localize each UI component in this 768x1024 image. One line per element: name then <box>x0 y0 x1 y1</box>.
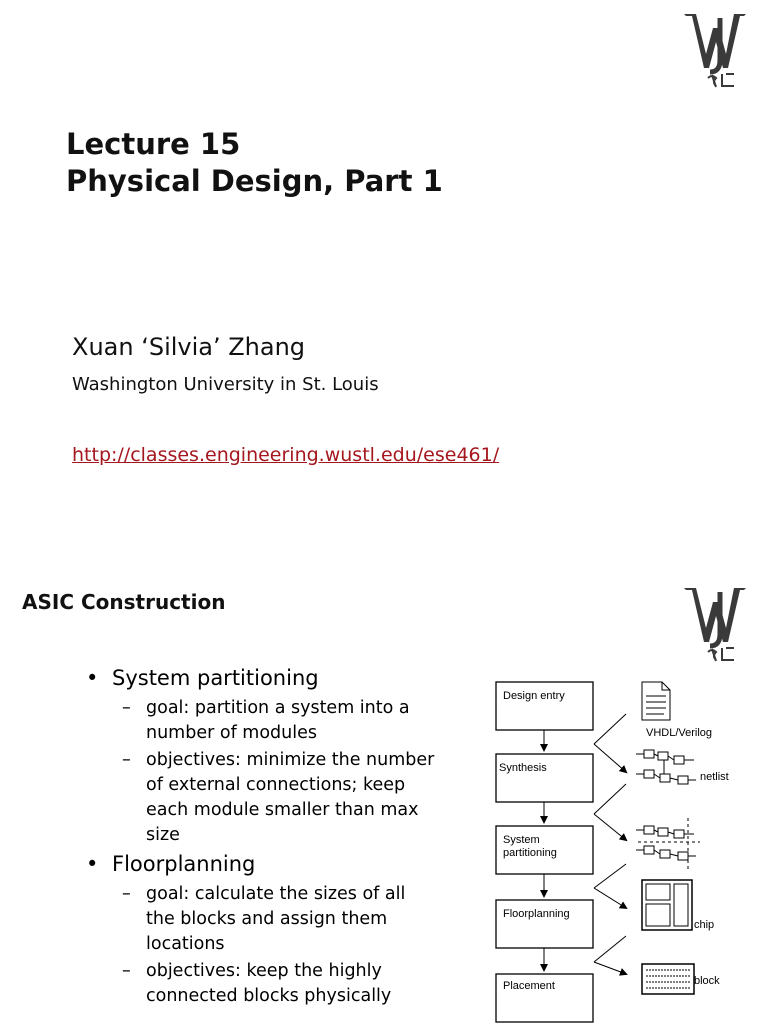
step-label: System <box>503 834 540 846</box>
author-name: Xuan ‘Silvia’ Zhang <box>72 333 306 361</box>
wustl-logo-icon <box>682 8 748 88</box>
asic-flow-diagram <box>488 674 756 1024</box>
artifact-label: netlist <box>700 771 729 783</box>
wustl-logo-icon <box>682 582 748 662</box>
step-synthesis <box>496 754 593 802</box>
bullet-list <box>86 664 456 1011</box>
sub-bullet-item: – objectives: minimize the number of external connections; keep each module smaller than max size <box>86 748 456 848</box>
lecture-number: Lecture 15 <box>66 127 241 161</box>
chip-icon <box>642 880 692 930</box>
partitioned-netlist-icon <box>636 818 700 870</box>
sub-bullet-item: – goal: calculate the sizes of all the blocks and assign them locations <box>86 882 456 957</box>
step-system-partitioning <box>496 826 593 874</box>
step-label: Synthesis <box>499 762 547 774</box>
slide-title: ASIC Construction <box>22 590 226 614</box>
step-label: Floorplanning <box>503 908 570 920</box>
step-floorplanning <box>496 900 593 948</box>
step-design-entry <box>496 682 593 730</box>
step-label: partitioning <box>503 847 557 859</box>
document-icon <box>642 682 670 720</box>
artifact-label: block <box>694 975 720 987</box>
bullet-item: • Floorplanning <box>86 850 456 878</box>
sub-bullet-item: – goal: partition a system into a number of modules <box>86 696 456 746</box>
artifact-label: chip <box>694 919 715 931</box>
bullet-item: • System partitioning <box>86 664 456 692</box>
lecture-topic: Physical Design, Part 1 <box>66 164 443 198</box>
lecture-title <box>66 126 443 200</box>
step-label: Placement <box>503 980 555 992</box>
netlist-icon <box>636 750 696 784</box>
step-placement <box>496 974 593 1022</box>
sub-bullet-item: – objectives: keep the highly connected blocks physically <box>86 959 456 1009</box>
asic-construction-slide <box>0 556 768 1024</box>
step-label: Design entry <box>503 690 565 702</box>
affiliation: Washington University in St. Louis <box>72 374 379 395</box>
course-url-link[interactable]: http://classes.engineering.wustl.edu/ese461/ <box>72 444 500 466</box>
artifact-label: VHDL/Verilog <box>646 727 713 739</box>
block-icon <box>642 964 694 994</box>
